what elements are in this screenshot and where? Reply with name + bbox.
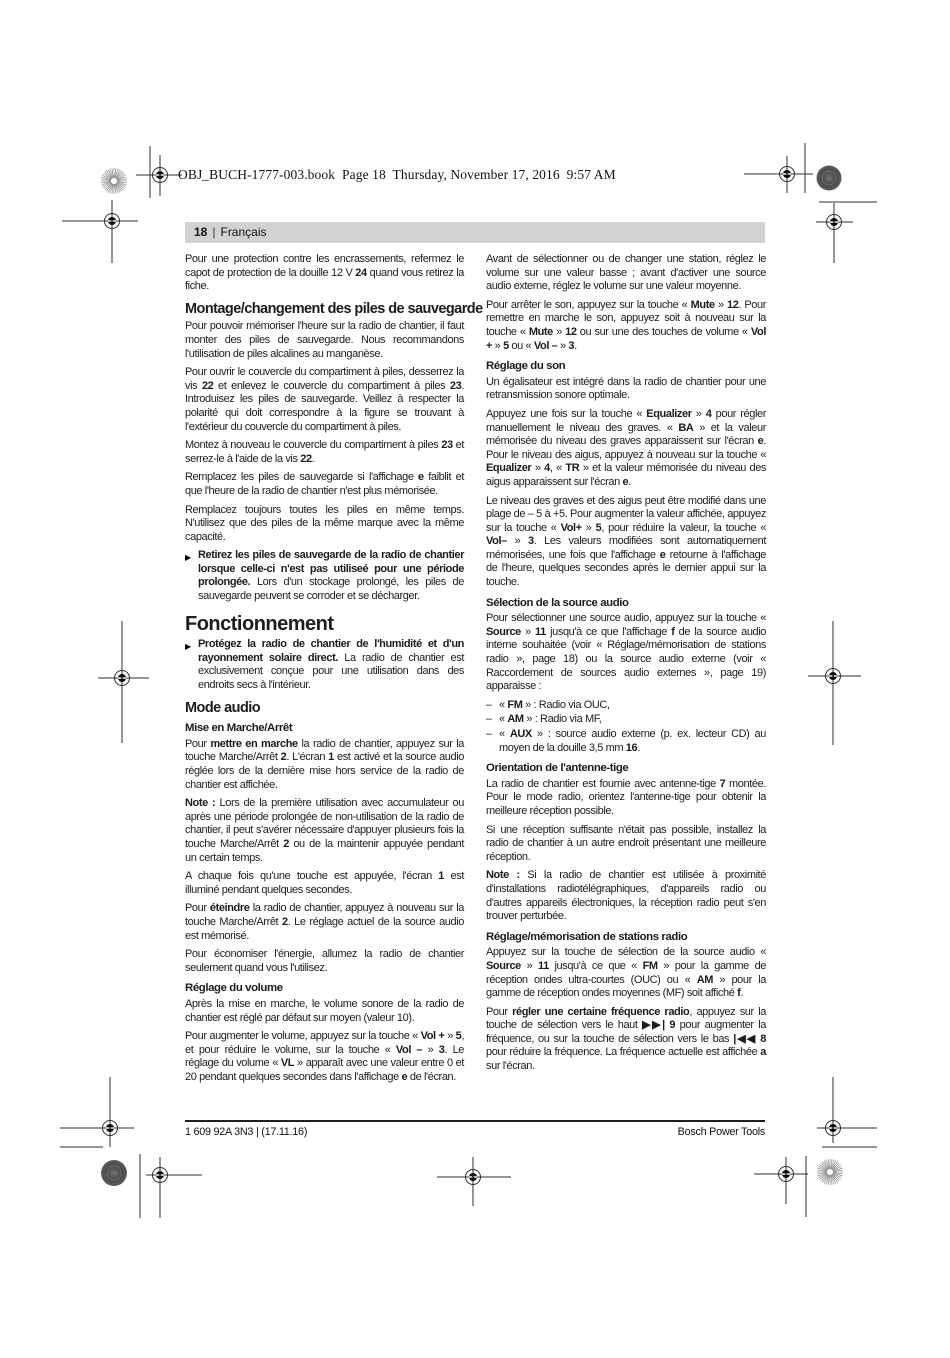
dash-icon: –: [486, 728, 492, 740]
registration-mark-icon: [437, 1157, 511, 1206]
paragraph: Remplacez toujours toutes les piles en même temps. N'utilisez que des piles de la même marque avec la même capacité.: [185, 503, 464, 543]
section-heading: Réglage du volume: [185, 982, 283, 995]
registration-mark-icon: [146, 1157, 202, 1218]
dash-icon: –: [486, 713, 492, 726]
section-heading: Fonctionnement: [185, 612, 334, 635]
paragraph: Pour augmenter le volume, appuyez sur la touche « Vol + » 5, et pour réduire le volume, sur la touche « Vol – » 3. Le réglage du volume « VL » apparaît avec une valeur entre 0 et 20 pendant quelques secondes dans l'affichage e de l'écran.: [185, 1030, 465, 1083]
dash-icon: –: [486, 698, 492, 711]
paragraph: Remplacez les piles de sauvegarde si l'affichage e faiblit et que l'heure de la radio de chantier n'est plus mémorisée.: [185, 471, 464, 497]
paragraph: Pour mettre en marche la radio de chantier, appuyez sur la touche Marche/Arrêt 2. L'écran 1 est activé et la source audio réglée lors de la dernière mise hors service de la radio de chantier est affichée.: [185, 737, 464, 791]
paragraph: Si une réception suffisante n'était pas possible, installez la radio de chantier à un autre endroit présentant une meilleure réception.: [486, 823, 766, 863]
warning-bullet: [185, 638, 464, 692]
page-header-band: [185, 222, 765, 243]
section-heading: Réglage/mémorisation de stations radio: [486, 930, 688, 943]
section-heading: Mode audio: [185, 699, 261, 716]
list-item-text: « AM » : Radio via MF,: [499, 713, 602, 726]
registration-mark-icon: [754, 1157, 808, 1204]
paragraph: Pour ouvrir le couvercle du compartiment à piles, desserrez la vis 22 et enlevez le couvercle du compartiment à piles 23. Introduisez les piles de sauvegarde. Veillez à respecter la polarité qui doit correspondre à la figure se trouvant à l'extérieur du couvercle du compartiment à piles.: [185, 366, 464, 433]
halftone-patch-icon: [817, 166, 842, 191]
page-footer: [185, 1126, 765, 1138]
paragraph: Montez à nouveau le couvercle du compartiment à piles 23 et serrez-le à l'aide de la vis 22.: [185, 439, 464, 465]
footer-part-number: 1 609 92A 3N3 | (17.11.16): [185, 1126, 308, 1138]
registration-mark-icon: [136, 155, 182, 196]
paragraph: Pour économiser l'énergie, allumez la radio de chantier seulement quand vous l'utilisez.: [185, 948, 464, 974]
paragraph: Un égalisateur est intégré dans la radio de chantier pour une retransmission sonore optimale.: [486, 375, 766, 402]
registration-mark-icon: [816, 203, 853, 263]
page-language: Français: [220, 225, 267, 239]
starburst-patch-icon: [101, 168, 127, 194]
left-column: [185, 253, 483, 1089]
paragraph: Note : Si la radio de chantier est utilisée à proximité d'installations radiotélégraphiques, d'appareils radio ou d'autres appareils électroniques, la réception radio peut s'en trouver perturbée.: [486, 869, 767, 923]
paragraph: Pour régler une certaine fréquence radio, appuyez sur la touche de sélection vers le haut ▶▶| 9 pour augmenter la fréquence, ou sur la touche de sélection vers le bas |◀◀ 8 pour réduire la fréquence. La fréquence actuelle est affichée a sur l'écran.: [486, 1005, 767, 1073]
footer-brand: Bosch Power Tools: [677, 1126, 765, 1138]
list-item: [486, 713, 766, 727]
paragraph: Pour sélectionner une source audio, appuyez sur la touche « Source » 11 jusqu'à ce que l'affichage f de la source audio interne souhaitée (voir « Réglage/mémorisation de stations radio », page 18) ou la source audio externe (voir « Raccordement de sources audio externes », page 19) apparaisse :: [486, 612, 767, 693]
footer-rule: [185, 1120, 765, 1122]
registration-mark-icon: [817, 1077, 877, 1143]
registration-mark-icon: [808, 621, 861, 745]
paragraph: Pour arrêter le son, appuyez sur la touche « Mute » 12. Pour remettre en marche le son, appuyez soit à nouveau sur la touche « Mute » 12 ou sur une des touches de volume « Vol + » 5 ou « Vol – » 3.: [486, 298, 767, 352]
registration-mark-icon: [60, 1077, 134, 1147]
bullet-arrow-icon: ▶: [185, 642, 191, 652]
list-item-text: « FM » : Radio via OUC,: [499, 698, 610, 711]
page-header-separator: |: [212, 225, 216, 239]
section-heading: Réglage du son: [486, 360, 566, 373]
section-heading: Mise en Marche/Arrêt: [185, 722, 293, 735]
paragraph: Pour éteindre la radio de chantier, appuyez à nouveau sur la touche Marche/Arrêt 2. Le réglage actuel de la source audio est mémorisé.: [185, 902, 464, 942]
registration-mark-icon: [98, 621, 149, 743]
paragraph: Appuyez une fois sur la touche « Equalizer » 4 pour régler manuellement le niveau des graves. « BA » et la valeur mémorisée du niveau des graves apparaissent sur l'écran e. Pour le niveau des aigus, appuyez à nouveau sur la touche « Equalizer » 4, « TR » et la valeur mémorisée du niveau des aigus apparaissent sur l'écran e.: [486, 407, 767, 488]
paragraph: Appuyez sur la touche de sélection de la source audio « Source » 11 jusqu'à ce que « FM » pour la gamme de réception ondes ultra-courtes (OUC) ou « AM » pour la gamme de réception ondes moyennes (MF) soit affiché f.: [486, 946, 767, 1000]
halftone-patch-icon: [101, 1160, 127, 1186]
paragraph: Le niveau des graves et des aigus peut être modifié dans une plage de – 5 à +5. Pour augmenter la valeur affichée, appuyez sur la touche « Vol+ » 5, pour réduire la valeur, la touche « Vol– » 3. Les valeurs modifiées sont automatiquement mémorisées, une fois que l'affichage e retourne à l'affichage de l'heure, quelques secondes après le dernier appui sur la touche.: [486, 494, 767, 589]
paragraph: Avant de sélectionner ou de changer une station, réglez le volume sur une valeur basse ; avant d'activer une source audio externe, réglez le volume sur une valeur moyenne.: [486, 253, 766, 293]
warning-bullet-text: Retirez les piles de sauvegarde de la radio de chantier lorsque celle-ci n'est pas utiliseé pour une période prolongée. Lors d'un stockage prolongé, les piles de sauvegarde peuvent se corroder et se décharger.: [198, 549, 464, 603]
paragraph: Note : Lors de la première utilisation avec accumulateur ou après une période prolongée de non-utilisation de la radio de chantier, il peut s'avérer nécessaire d'appuyer plusieurs fois la touche Marche/Arrêt 2 ou de la maintenir appuyée pendant un certain temps.: [185, 797, 464, 864]
section-heading: Montage/changement des piles de sauvegarde: [185, 300, 483, 317]
document-header-note: OBJ_BUCH-1777-003.book Page 18 Thursday, November 17, 2016 9:57 AM: [178, 167, 616, 182]
paragraph: Après la mise en marche, le volume sonore de la radio de chantier est réglé par défaut sur moyen (valeur 10).: [185, 997, 464, 1024]
list-item: [486, 699, 766, 713]
paragraph: La radio de chantier est fournie avec antenne-tige 7 montée. Pour le mode radio, orientez l'antenne-tige pour obtenir la meilleure réception possible.: [486, 777, 766, 817]
section-heading: Sélection de la source audio: [486, 596, 629, 609]
paragraph: A chaque fois qu'une touche est appuyée, l'écran 1 est illuminé pendant quelques secondes.: [185, 870, 464, 896]
bullet-arrow-icon: ▶: [185, 553, 191, 563]
list-item-text: « AUX » : source audio externe (p. ex. lecteur CD) au moyen de la douille 3,5 mm 16.: [499, 728, 766, 754]
warning-bullet: [185, 549, 464, 603]
paragraph: Pour pouvoir mémoriser l'heure sur la radio de chantier, il faut monter des piles de sauvegarde. Nous recommandons l'utilisation de piles alcalines au manganèse.: [185, 320, 464, 360]
registration-mark-icon: [62, 200, 138, 263]
page-number: 18: [194, 225, 208, 239]
right-column: [486, 253, 766, 1079]
section-heading: Orientation de l'antenne-tige: [486, 762, 629, 775]
list-item: [486, 728, 766, 755]
paragraph: Pour une protection contre les encrassements, refermez le capot de protection de la douille 12 V 24 quand vous retirez la fiche.: [185, 253, 464, 293]
starburst-patch-icon: [817, 1159, 843, 1185]
warning-bullet-text: Protégez la radio de chantier de l'humidité et d'un rayonnement solaire direct. La radio de chantier est exclusivement conçue pour une utilisation dans des endroits secs à l'intérieur.: [198, 638, 464, 692]
